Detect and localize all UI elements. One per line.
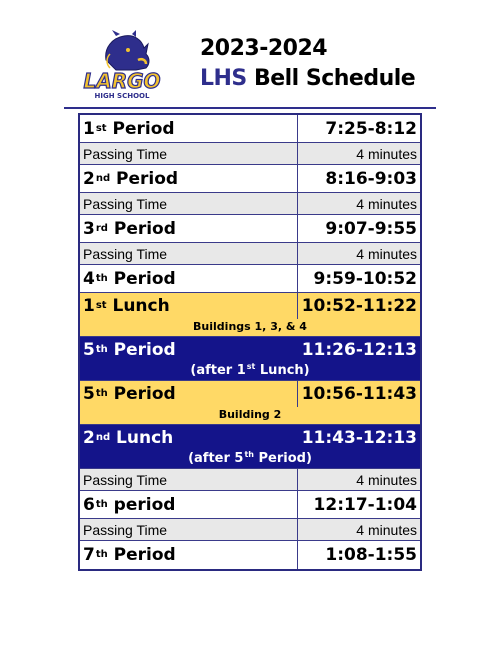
school-abbreviation: LHS xyxy=(200,66,247,91)
passing-label: Passing Time xyxy=(80,243,298,264)
period-time: 1:08-1:55 xyxy=(325,545,417,565)
passing-label: Passing Time xyxy=(80,519,298,540)
period-7-row xyxy=(80,541,420,569)
passing-time-row xyxy=(80,143,420,165)
school-logo xyxy=(76,30,168,100)
passing-label: Passing Time xyxy=(80,193,298,214)
period-name: 4 th Period xyxy=(80,265,298,292)
period-name: 3 rd Period xyxy=(80,215,298,242)
lunch-name: 1 st Lunch xyxy=(80,293,298,319)
period-name: 2 nd Period xyxy=(80,165,298,192)
period-3-row xyxy=(80,215,420,243)
period-5-after-lunch-block xyxy=(80,337,420,381)
period-name: 1 st Period xyxy=(80,115,298,142)
first-lunch-block xyxy=(80,293,420,337)
lunch-note: (after 5th Period) xyxy=(188,449,312,466)
period-time: 7:25-8:12 xyxy=(325,118,417,139)
lunch-buildings-note: Buildings 1, 3, & 4 xyxy=(193,320,307,333)
title-text: Bell Schedule xyxy=(253,66,416,91)
lunch-time: 11:43-12:13 xyxy=(301,428,417,448)
passing-time-row xyxy=(80,469,420,491)
passing-time-row xyxy=(80,519,420,541)
period-6-row xyxy=(80,491,420,519)
period-4-row xyxy=(80,265,420,293)
second-lunch-block xyxy=(80,425,420,469)
lunch-time: 10:52-11:22 xyxy=(301,296,417,316)
period-time: 8:16-9:03 xyxy=(325,168,417,189)
period-time: 11:26-12:13 xyxy=(301,340,417,360)
period-time: 10:56-11:43 xyxy=(301,384,417,404)
passing-duration: 4 minutes xyxy=(356,145,417,162)
schedule-year: 2023-2024 xyxy=(200,36,328,61)
period-1-row xyxy=(80,115,420,143)
passing-duration: 4 minutes xyxy=(356,245,417,262)
page-title xyxy=(200,66,415,91)
period-time: 9:07-9:55 xyxy=(325,218,417,239)
header-divider xyxy=(64,107,436,109)
passing-time-row xyxy=(80,193,420,215)
period-name: 7 th Period xyxy=(80,541,298,569)
passing-time-row xyxy=(80,243,420,265)
period-2-row xyxy=(80,165,420,193)
period-name: 5 th Period xyxy=(83,340,176,360)
period-5-building-2-block xyxy=(80,381,420,425)
bell-schedule-table xyxy=(78,113,422,571)
passing-duration: 4 minutes xyxy=(356,471,417,488)
period-name: 6 th period xyxy=(80,491,298,518)
logo-subtext: HIGH SCHOOL xyxy=(94,92,150,100)
period-name: 5 th Period xyxy=(80,381,298,407)
lunch-name: 2 nd Lunch xyxy=(83,428,174,448)
passing-label: Passing Time xyxy=(80,143,298,164)
passing-label: Passing Time xyxy=(80,469,298,490)
period-time: 9:59-10:52 xyxy=(313,268,417,289)
building-note: Building 2 xyxy=(218,408,282,421)
passing-duration: 4 minutes xyxy=(356,521,417,538)
logo-wordmark: LARGO xyxy=(83,69,161,93)
period-note: (after 1st Lunch) xyxy=(190,361,310,378)
period-time: 12:17-1:04 xyxy=(313,494,417,515)
passing-duration: 4 minutes xyxy=(356,195,417,212)
boar-mascot-icon xyxy=(76,30,168,100)
